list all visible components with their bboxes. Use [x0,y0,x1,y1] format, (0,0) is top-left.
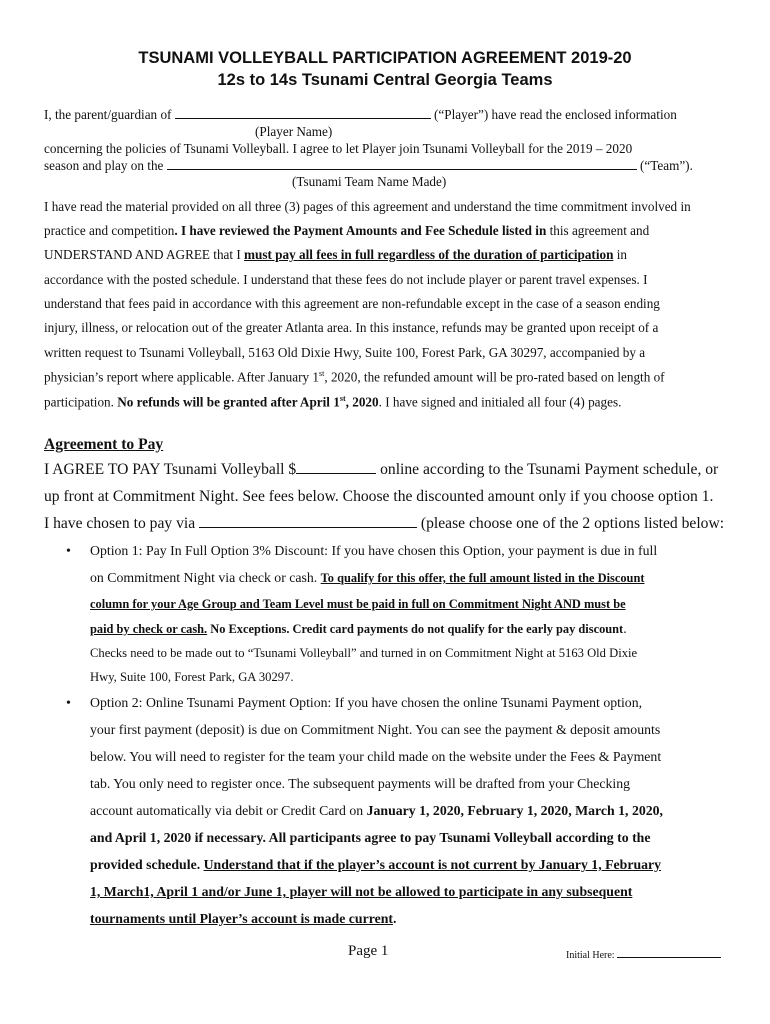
option2-line: Option 2: Online Tsunami Payment Option: If you have chosen the online Tsunami Payment option, [90,695,643,710]
option1-line: Option 1: Pay In Full Option 3% Discount: If you have chosen this Option, your payment is due in full [90,543,658,558]
text-span: column for your Age Group and Team Level must be paid in full on Commitment Night AND must be [90,597,626,611]
intro-text: season and play on the [44,158,164,173]
paragraph-line: injury, illness, or relocation out of the greater Atlanta area. In this instance, refunds may be granted upon receipt of a [44,320,659,335]
option1-line [90,596,626,612]
agreement-line-3 [44,515,724,533]
text-span: Understand that if the player’s account is not current by January 1, February [203,857,662,872]
bullet-icon: • [66,544,71,559]
player-name-caption: (Player Name) [255,124,333,139]
text-span: UNDERSTAND AND AGREE that I [44,247,245,262]
text-span: 1, March1, April 1 and/or June 1, player will not be allowed to participate in any subsequent [90,884,633,899]
text-span: (please choose one of the 2 options listed below: [417,515,725,532]
text-span: this agreement and [546,223,650,238]
option1-line: Hwy, Suite 100, Forest Park, GA 30297. [90,670,294,684]
paragraph-line: I have read the material provided on all three (3) pages of this agreement and understand the time commitment involved in [44,199,691,214]
text-span: To qualify for this offer, the full amount listed in the Discount [320,571,645,585]
option2-line: below. You will need to register for the team your child made on the website under the Fees & Payment [90,749,662,764]
text-span: . I have reviewed the Payment Amounts and Fee Schedule listed in [174,223,547,238]
intro-line-2: concerning the policies of Tsunami Volleyball. I agree to let Player join Tsunami Volleyball for the 2019 – 2020 [44,141,633,156]
text-span: I have chosen to pay via [44,515,196,532]
paragraph-line: understand that fees paid in accordance with this agreement are non-refundable except in the case of a season ending [44,296,660,311]
agreement-line-1 [44,461,718,479]
intro-text: (“Player”) have read the enclosed information [434,107,677,122]
text-span: paid by check or cash. [90,622,208,636]
player-name-field[interactable] [175,107,431,119]
text-span: No Exceptions. Credit card payments do not qualify for the early pay discount [207,622,624,636]
agreement-heading: Agreement to Pay [44,436,164,453]
text-span: . [623,621,627,636]
text-span: physician’s report where applicable. After January 1 [44,369,320,385]
text-span: January 1, 2020, February 1, 2020, March 1, 2020, [366,803,663,818]
team-name-field[interactable] [167,158,637,170]
text-span: on Commitment Night via check or cash. [90,570,321,585]
text-span: st [319,369,325,378]
paragraph-line [44,394,621,410]
text-span: No refunds will be granted after April 1 [117,394,340,410]
team-name-caption: (Tsunami Team Name Made) [292,174,447,189]
text-span: . I have signed and initialed all four (4) pages. [378,394,622,410]
intro-text: (“Team”). [639,158,693,173]
text-span: , 2020, the refunded amount will be pro-rated based on length of [324,369,665,385]
initial-here [566,948,721,961]
option2-line [90,803,663,819]
intro-line-1 [44,107,677,123]
agreement-line-2: up front at Commitment Night. See fees below. Choose the discounted amount only if you choose option 1. [44,488,714,505]
document-subtitle: 12s to 14s Tsunami Central Georgia Teams [217,71,553,89]
option1-line [90,570,644,586]
text-span: . [393,911,397,926]
option1-line [90,621,627,637]
document-title: TSUNAMI VOLLEYBALL PARTICIPATION AGREEMENT 2019-20 [138,49,632,67]
paragraph-line [44,247,627,263]
paragraph-line: written request to Tsunami Volleyball, 5163 Old Dixie Hwy, Suite 100, Forest Park, GA 30297, accompanied by a [44,345,646,360]
intro-line-3 [44,158,693,174]
text-span: st [339,394,346,403]
amount-field[interactable] [296,462,376,474]
initial-field[interactable] [617,948,721,958]
paragraph-line [44,223,649,239]
text-span: online according to the Tsunami Payment schedule, or [376,461,719,478]
text-span: practice and competition [44,223,175,238]
option2-line [90,884,632,900]
option2-line [90,857,661,873]
option2-line: your first payment (deposit) is due on Commitment Night. You can see the payment & deposit amounts [90,722,661,737]
paragraph-line: accordance with the posted schedule. I understand that these fees do not include player or parent travel expenses. I [44,272,648,287]
page-number: Page 1 [348,943,389,959]
text-span: and April 1, 2020 if necessary. All participants agree to pay Tsunami Volleyball according to the [90,830,651,845]
initial-label: Initial Here: [566,950,615,961]
option2-line: tab. You only need to register once. The subsequent payments will be drafted from your Checking [90,776,631,791]
option1-line: Checks need to be made out to “Tsunami Volleyball” and turned in on Commitment Night at 5163 Old Dixie [90,646,638,660]
option2-line [90,830,650,846]
text-span: account automatically via debit or Credit Card on [90,803,367,818]
text-span: , 2020 [345,394,379,410]
text-span: must pay all fees in full regardless of the duration of participation [244,247,614,262]
payment-method-field[interactable] [199,516,417,528]
intro-text: I, the parent/guardian of [44,107,172,122]
text-span: I AGREE TO PAY Tsunami Volleyball $ [44,461,297,478]
paragraph-line [44,369,665,385]
text-span: provided schedule. [90,857,204,872]
bullet-icon: • [66,696,71,711]
text-span: participation. [44,394,118,410]
option2-line [90,911,396,927]
text-span: in [613,247,627,262]
text-span: tournaments until Player’s account is made current [90,911,393,926]
